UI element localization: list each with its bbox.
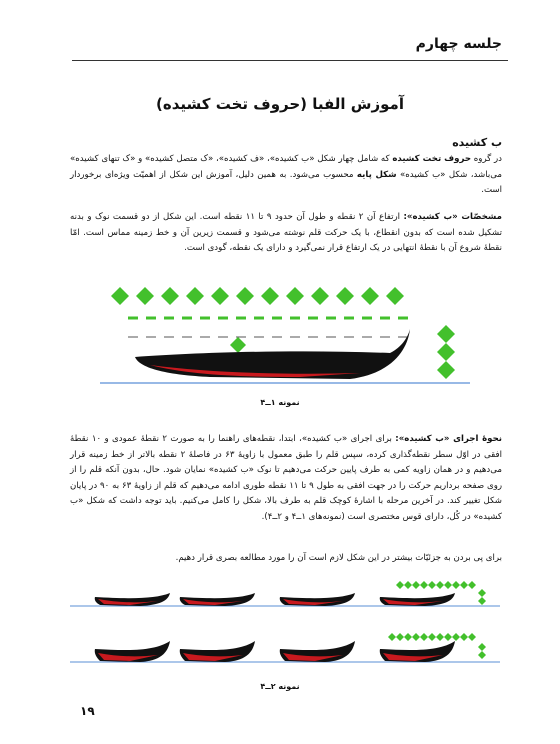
row-2	[70, 633, 500, 662]
caption-2: نمونه ۲ــ۴	[260, 682, 300, 691]
intro-paragraph: در گروه حروف تخت کشیده که شامل چهار شکل «ب کشیده»، «ف کشیده»، «ک متصل کشیده» و «ک تنهای کشیده» می‌باشد، شکل «ب کشیده» شکل پایه محسوب می‌شود. به همین دلیل، آموزش این شکل از اهمیّت ویژه‌ای برخوردار است.	[70, 154, 502, 195]
study-paragraph: برای پی بردن به جزئیّات بیشتر در این شکل لازم است آن را مورد مطالعه بصری قرار دهیم.	[175, 553, 502, 563]
figure-2	[70, 575, 500, 675]
session-title: جلسه چهارم	[415, 36, 502, 52]
execution-paragraph: نحوهٔ اجرای «ب کشیده»: برای اجرای «ب کشیده»، ابتدا، نقطه‌های راهنما را به صورت ۲ نقطهٔ عمودی و ۱۰ نقطهٔ افقی در اوّل سطر نقطه‌گذاری کرده، سپس قلم را طبق معمول با زاویهٔ ۶۳ در فاصلهٔ ۲ نقطه بالاتر از خط زمینه قرار می‌دهیم و در همان زاویه کمی به طرف پایین حرکت می‌دهیم تا نوک «ب کشیده» نمایان شود. حال، بدون آنکه قلم را از روی صفحه برداریم حرکت را در جهت افقی به طول ۹ تا ۱۱ نقطه طوری ادامه می‌دهیم که قلم از زاویهٔ ۶۳ به ۹۰ در پایان شکل تغییر کند. در آخرین مرحله با اشارهٔ کوچک قلم به طرف بالا، شکل را کامل می‌کنیم. باید توجه داشت که شکل «ب کشیده» در کُل، دارای قوس مختصری است (نمونه‌های ۱ــ۴ و ۲ــ۴).	[70, 434, 502, 522]
caption-1: نمونه ۱ــ۴	[260, 398, 300, 407]
main-title: آموزش الفبا (حروف تخت کشیده)	[156, 95, 404, 113]
figure-1	[90, 285, 480, 390]
guide-dots-row	[111, 287, 404, 305]
page-number: ۱۹	[80, 704, 95, 718]
header-divider	[72, 60, 508, 61]
specs-paragraph: مشخصّات «ب کشیده»: ارتفاع آن ۲ نقطه و طول آن حدود ۹ تا ۱۱ نقطه است. این شکل از دو قسمت نوک و بدنه تشکیل شده است که بدون انقطاع، با یک حرکت قلم نوشته می‌شود و قسمت زیرین آن و خط زمینه مماس است. امّا نقطهٔ شروع آن با نقطهٔ انتهایی در یک ارتفاع قرار نمی‌گیرد و دارای یک نقطه، گودی است.	[70, 212, 502, 253]
row-1	[70, 581, 500, 606]
section-heading: ب کشیده	[452, 136, 502, 149]
